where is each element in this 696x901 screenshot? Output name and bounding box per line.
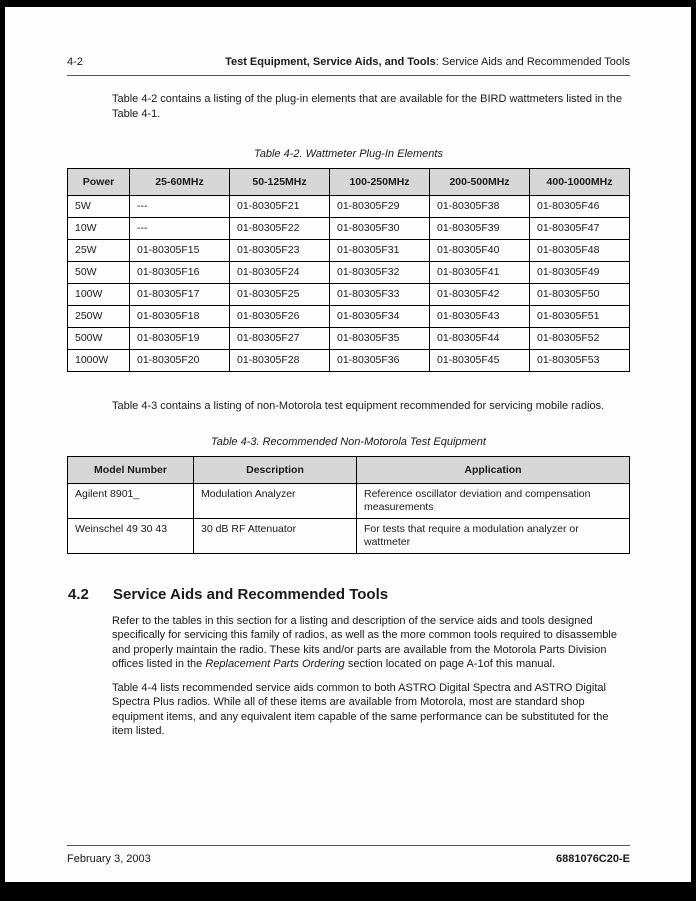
section-heading: [68, 586, 630, 603]
table-cell: 01-80305F27: [230, 328, 330, 350]
table-cell: 01-80305F43: [430, 306, 530, 328]
running-title: [225, 55, 630, 69]
table-cell: 01-80305F15: [130, 240, 230, 262]
table-cell: 100W: [68, 284, 130, 306]
table-cell: 30 dB RF Attenuator: [194, 518, 357, 553]
section-paragraph-1: [112, 614, 630, 672]
table-cell: 01-80305F38: [430, 196, 530, 218]
table-header-cell: 50-125MHz: [230, 169, 330, 196]
table-cell: Weinschel 49 30 43: [68, 518, 194, 553]
table-cell: 1000W: [68, 350, 130, 372]
document-page: [5, 7, 691, 882]
running-title-section: : Service Aids and Recommended Tools: [435, 56, 630, 68]
table-cell: 01-80305F23: [230, 240, 330, 262]
table-cell: 01-80305F49: [530, 262, 630, 284]
footer-doc-number: 6881076C20-E: [555, 853, 630, 865]
table-cell: 01-80305F50: [530, 284, 630, 306]
table-cell: Reference oscillator deviation and compensation measurements: [357, 483, 630, 518]
page-number: 4-2: [67, 56, 83, 68]
table-row: [68, 240, 630, 262]
table-row: [68, 196, 630, 218]
table-row: [68, 483, 630, 518]
table-cell: 01-80305F44: [430, 328, 530, 350]
table-cell: 01-80305F41: [430, 262, 530, 284]
table-cell: 500W: [68, 328, 130, 350]
table-4-3: [67, 456, 630, 554]
table-header-cell: Application: [357, 456, 630, 483]
intro-paragraph-table-4-2: Table 4-2 contains a listing of the plug-in elements that are available for the BIRD wattmeters listed in the Table 4-1.: [112, 93, 622, 120]
table-cell: ---: [130, 196, 230, 218]
table-cell: 01-80305F48: [530, 240, 630, 262]
table-header-row: [68, 169, 630, 196]
table-cell: For tests that require a modulation analyzer or wattmeter: [357, 518, 630, 553]
header-rule: [67, 75, 630, 76]
table-4-2: [67, 168, 630, 372]
section-paragraph-2: Table 4-4 lists recommended service aids common to both ASTRO Digital Spectra and ASTRO Digital Spectra Plus radios. While all of these items are available from Motorola, most are standard shop equipment items, and any equivalent item capable of the same performance can be substituted for the item listed.: [112, 681, 609, 737]
section-title: Service Aids and Recommended Tools: [113, 585, 389, 603]
table-cell: 25W: [68, 240, 130, 262]
table-cell: 01-80305F35: [330, 328, 430, 350]
table-cell: 01-80305F18: [130, 306, 230, 328]
page-footer: [67, 845, 630, 865]
table-cell: 01-80305F34: [330, 306, 430, 328]
table-cell: 01-80305F51: [530, 306, 630, 328]
table-cell: 01-80305F22: [230, 218, 330, 240]
table-4-3-caption: Table 4-3. Recommended Non-Motorola Test Equipment: [211, 435, 486, 448]
table-cell: 01-80305F24: [230, 262, 330, 284]
table-row: [68, 218, 630, 240]
table-cell: 01-80305F46: [530, 196, 630, 218]
table-cell: Modulation Analyzer: [194, 483, 357, 518]
table-cell: 01-80305F47: [530, 218, 630, 240]
table-cell: 01-80305F33: [330, 284, 430, 306]
footer-rule: [67, 845, 630, 846]
table-cell: 01-80305F28: [230, 350, 330, 372]
section-paragraph-1-text: Refer to the tables in this section for a listing and description of the service aids and tools designed specifically for servicing this family of radios, as well as the more common tools required to disassemble and properly maintain the radio. These kits and/or parts are available from the Motorola Parts Division offices listed in the: [112, 614, 617, 670]
table-row: [68, 306, 630, 328]
table-cell: 01-80305F26: [230, 306, 330, 328]
table-header-cell: 25-60MHz: [130, 169, 230, 196]
section-paragraph-1-tail: section located on page A-1of this manual.: [344, 658, 556, 670]
table-cell: 5W: [68, 196, 130, 218]
table-cell: 01-80305F42: [430, 284, 530, 306]
replacement-parts-ordering-reference: Replacement Parts Ordering: [205, 658, 345, 670]
table-cell: 01-80305F40: [430, 240, 530, 262]
table-header-cell: Model Number: [68, 456, 194, 483]
table-cell: 01-80305F29: [330, 196, 430, 218]
table-cell: 50W: [68, 262, 130, 284]
footer-date: February 3, 2003: [67, 853, 151, 865]
table-cell: ---: [130, 218, 230, 240]
table-cell: 01-80305F32: [330, 262, 430, 284]
table-cell: 01-80305F45: [430, 350, 530, 372]
table-4-2-caption: Table 4-2. Wattmeter Plug-In Elements: [254, 148, 443, 160]
table-cell: 10W: [68, 218, 130, 240]
table-cell: 01-80305F53: [530, 350, 630, 372]
table-cell: 01-80305F21: [230, 196, 330, 218]
table-header-row: [68, 456, 630, 483]
table-cell: Agilent 8901_: [68, 483, 194, 518]
table-row: [68, 284, 630, 306]
table-header-cell: 200-500MHz: [430, 169, 530, 196]
table-header-cell: Description: [194, 456, 357, 483]
page-header: [67, 55, 630, 69]
running-title-chapter: Test Equipment, Service Aids, and Tools: [225, 56, 436, 68]
intro-paragraph-table-4-3: Table 4-3 contains a listing of non-Motorola test equipment recommended for servicing mobile radios.: [112, 400, 605, 412]
table-cell: 250W: [68, 306, 130, 328]
table-header-cell: 400-1000MHz: [530, 169, 630, 196]
table-cell: 01-80305F20: [130, 350, 230, 372]
table-cell: 01-80305F16: [130, 262, 230, 284]
section-number: 4.2: [68, 585, 89, 603]
table-cell: 01-80305F31: [330, 240, 430, 262]
table-cell: 01-80305F39: [430, 218, 530, 240]
table-header-cell: Power: [68, 169, 130, 196]
table-cell: 01-80305F17: [130, 284, 230, 306]
table-row: [68, 518, 630, 553]
table-row: [68, 262, 630, 284]
table-header-cell: 100-250MHz: [330, 169, 430, 196]
table-row: [68, 350, 630, 372]
table-cell: 01-80305F36: [330, 350, 430, 372]
table-row: [68, 328, 630, 350]
table-cell: 01-80305F19: [130, 328, 230, 350]
table-cell: 01-80305F52: [530, 328, 630, 350]
table-cell: 01-80305F25: [230, 284, 330, 306]
table-cell: 01-80305F30: [330, 218, 430, 240]
